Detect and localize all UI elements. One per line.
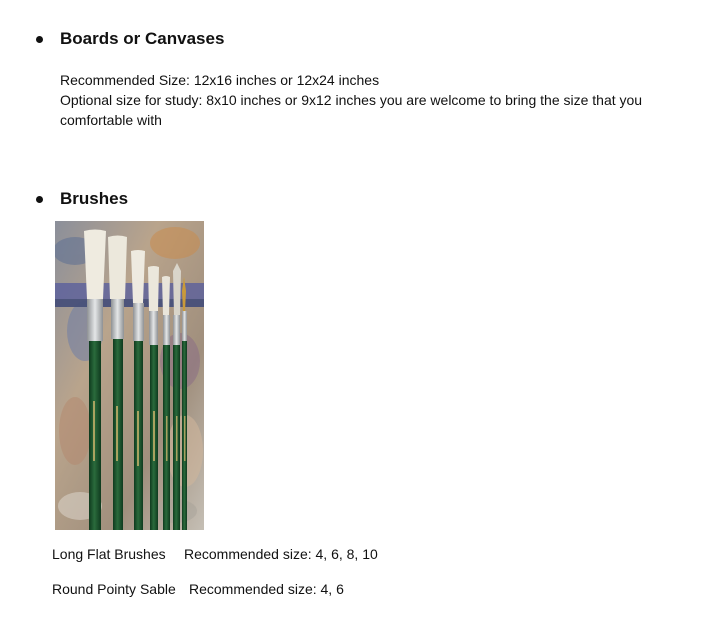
long-flat-brushes-label: Long Flat Brushes xyxy=(52,546,166,562)
optional-size-text: Optional size for study: 8x10 inches or 9x12 inches you are welcome to bring the size that you xyxy=(60,92,643,108)
boards-description xyxy=(60,70,700,130)
round-pointy-sable-size: Recommended size: 4, 6 xyxy=(189,581,344,597)
recommended-size-text: Recommended Size: 12x16 inches or 12x24 inches xyxy=(60,72,380,88)
brushes-photo xyxy=(55,221,204,530)
bullet-brushes xyxy=(36,196,43,203)
optional-size-text-cont: comfortable with xyxy=(60,112,162,128)
heading-boards-canvases: Boards or Canvases xyxy=(60,29,225,48)
heading-brushes: Brushes xyxy=(60,189,129,208)
bullet-boards xyxy=(36,36,43,43)
long-flat-brushes-size: Recommended size: 4, 6, 8, 10 xyxy=(184,546,378,562)
round-pointy-sable-label: Round Pointy Sable xyxy=(52,581,176,597)
